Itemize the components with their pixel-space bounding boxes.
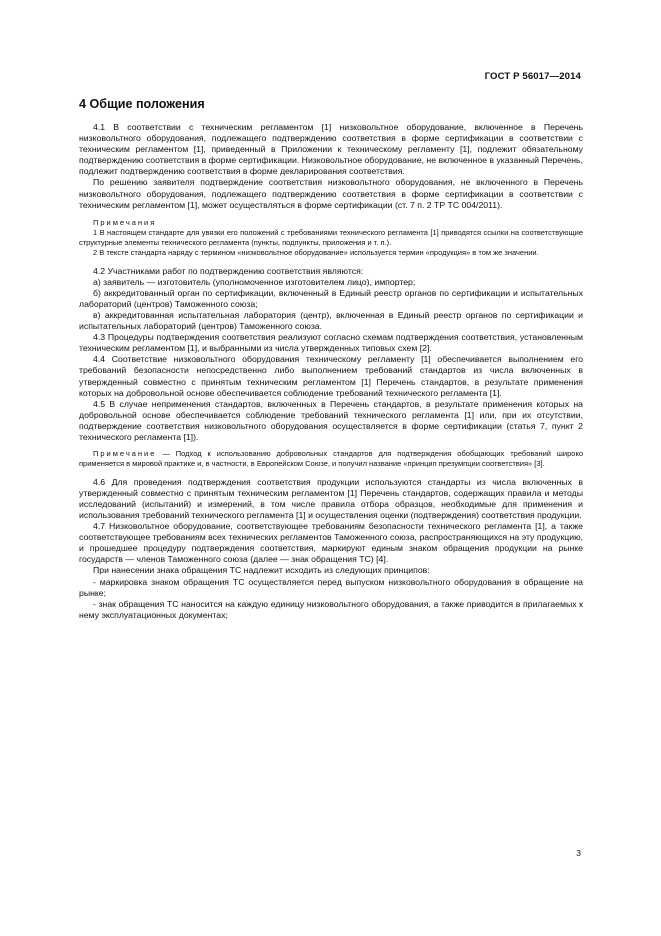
paragraph-4-7-principles: При нанесении знака обращения ТС надлежит исходить из следующих принципов: [93, 565, 430, 576]
bullet-item-1: - маркировка знаком обращения ТС осуществляется перед выпуском низковольтного оборудования в обращение на рынке; [79, 576, 583, 598]
note-3-text: — Подход к использованию добровольных стандартов для подтверждения обобщающих требований широко применяется в мировой практике и, в частности, в Европейском Союзе, и получил название «принцип презумпции соответствия» [3]. [79, 449, 583, 468]
paragraph-4-6: 4.6 Для проведения подтверждения соответствия продукции используются стандарты из числа включенных в утвержденный совместно с принятым техническим регламентом [1] Перечень стандартов, содержащих правила и методы исследований (испытаний) и измерений, в том числе правила отбора образцов, необходимые для применения и использования требований технического регламента [1] и осуществления оценки (подтверждения) соответствия продукции. [79, 476, 583, 521]
page-number: 3 [576, 848, 581, 858]
page-content [79, 96, 583, 621]
note-2: 2 В тексте стандарта наряду с термином «низковольтное оборудование» используется термин «продукция» в том же значении. [93, 247, 539, 257]
paragraph-4-7: 4.7 Низковольтное оборудование, соответствующее требованиям безопасности технического регламента [1], а также соответствующее требованиям всех технических регламентов Таможенного союза, распространяющихся на эту продукцию, и прошедшее процедуру подтверждения соответствия, маркируют единым знаком обращения продукции на рынке государств — членов Таможенного союза (далее — знак обращения ТС) [4]. [79, 521, 583, 565]
list-item-a: а) заявитель — изготовитель (уполномоченное изготовителем лицо), импортер; [93, 276, 416, 287]
list-item-c: в) аккредитованная испытательная лаборатория (центр), включенная в Единый реестр органов по сертификации и испытательных лабораторий (центров) Таможенного союза. [79, 310, 583, 332]
paragraph-4-2: 4.2 Участниками работ по подтверждению соответствия являются: [93, 265, 364, 276]
section-title: 4 Общие положения [79, 97, 205, 111]
note-3-label: Примечание [93, 449, 157, 459]
paragraph-4-3: 4.3 Процедуры подтверждения соответствия реализуют согласно схемам подтверждения соответствия, установленным техническим регламентом [1], и выбранными из числа утвержденных типовых схем [2]. [79, 332, 583, 354]
note-3 [79, 449, 583, 469]
bullet-item-2: - знак обращения ТС наносится на каждую единицу низковольтного оборудования, а также приводится в прилагаемых к нему эксплуатационных документах; [79, 598, 583, 620]
document-header: ГОСТ Р 56017—2014 [484, 71, 581, 82]
paragraph-4-1-continued: По решению заявителя подтверждение соответствия низковольтного оборудования, не включенного в Перечень низковольтного оборудования, подлежащего подтверждению соответствия в форме сертификации в соответствии с техническим регламентом [1], может осуществляться в форме сертификации (ст. 7 п. 2 ТР ТС 004/2011). [79, 177, 583, 210]
note-1: 1 В настоящем стандарте для увязки его положений с требованиями технического регламента [1] приводятся ссылки на соответствующие структурные элементы технического регламента (пункты, подпункты, приложения и т. п.). [79, 228, 583, 248]
paragraph-4-4: 4.4 Соответствие низковольтного оборудования техническому регламенту [1] обеспечивается выполнением его требований безопасности непосредственно либо выполнением требований стандартов из числа включенных в утвержденный совместно с принятым техническим регламентом [1] Перечень стандартов, в результате применения которых на добровольной основе обеспечивается соблюдение требований технического регламента [1]. [79, 354, 583, 398]
notes-heading: Примечания [93, 217, 157, 227]
paragraph-4-1: 4.1 В соответствии с техническим регламентом [1] низковольтное оборудование, включенное в Перечень низковольтного оборудования, подлежащего подтверждению соответствия в форме сертификации в соответствии с техническим регламентом [1], приведенный в Приложении к техническому регламенту [1], подлежит обязательному подтверждению соответствия в форме сертификации. Низковольтное оборудование, не включенное в указанный Перечень, подлежит подтверждению соответствия в форме декларирования соответствия. [79, 122, 583, 177]
paragraph-4-5: 4.5 В случае неприменения стандартов, включенных в Перечень стандартов, в результате применения которых на добровольной основе обеспечивается соблюдение требований технического регламента [1] или, при их отсутствии, подтверждение соответствия низковольтного оборудования осуществляется в форме сертификации (статья 7, пункт 2 технического регламента [1]). [79, 398, 583, 443]
list-item-b: б) аккредитованный орган по сертификации, включенный в Единый реестр органов по сертификации и испытательных лабораторий (центров) Таможенного союза; [79, 287, 583, 309]
